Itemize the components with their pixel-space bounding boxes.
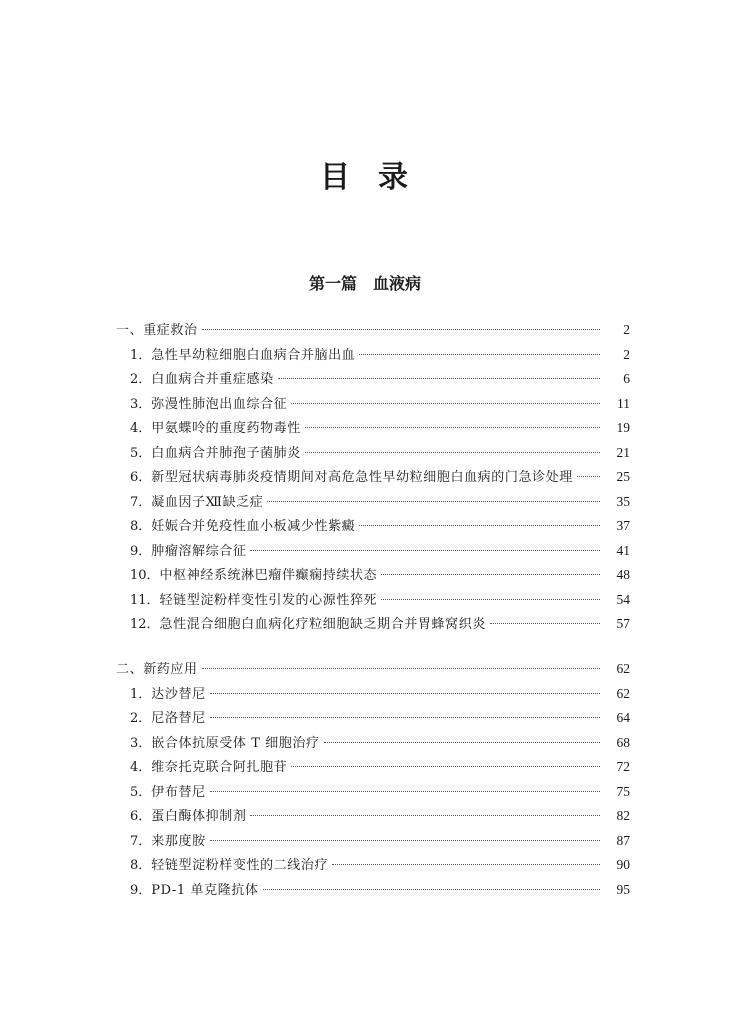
toc-page-number: 64 (616, 710, 630, 725)
toc-entry-label: 急性混合细胞白血病化疗粒细胞缺乏期合并胃蜂窝织炎 (159, 617, 486, 632)
dot-leader (490, 623, 600, 624)
toc-entry[interactable] (0, 829, 730, 854)
dot-leader (305, 452, 600, 453)
toc-page-number: 68 (616, 734, 630, 750)
toc-page-number: 25 (616, 469, 630, 484)
toc-entry-number: 5． (130, 445, 152, 461)
toc-section-heading[interactable] (0, 657, 730, 682)
dot-leader (332, 864, 600, 865)
page-title-right: 录 (378, 160, 410, 195)
toc-entry-label: 白血病合并重症感染 (151, 372, 274, 387)
toc-page-number: 62 (616, 661, 630, 676)
part-name: 血液病 (373, 274, 422, 293)
toc-entry-label: 新型冠状病毒肺炎疫情期间对高危急性早幼粒细胞白血病的门急诊处理 (151, 470, 573, 485)
dot-leader (305, 427, 600, 428)
dot-leader (210, 693, 600, 694)
toc-entry[interactable] (0, 465, 730, 490)
toc-heading-label: 一、重症救治 (116, 323, 198, 338)
toc-page-number: 37 (616, 518, 630, 533)
dot-leader (267, 501, 600, 502)
toc-entry-number: 11． (130, 592, 160, 608)
toc-entry-number: 7． (130, 494, 152, 510)
toc-item-list (0, 343, 730, 637)
dot-leader (381, 599, 600, 600)
dot-leader (210, 717, 600, 718)
toc-entry-label: 白血病合并肺孢子菌肺炎 (151, 445, 301, 461)
toc-page-number: 57 (616, 616, 630, 631)
dot-leader (359, 525, 600, 526)
toc-entry-number: 4． (130, 760, 152, 775)
toc-entry-number: 2． (130, 372, 152, 387)
toc-page-number: 54 (616, 591, 630, 607)
toc-entry[interactable] (0, 416, 730, 441)
toc-entry-label: 来那度胺 (151, 833, 206, 849)
toc-page-number: 11 (617, 395, 630, 411)
toc-entry-number: 12． (130, 617, 160, 632)
toc-page-number: 62 (616, 685, 630, 701)
page-title-left: 目 (320, 160, 352, 195)
toc-entry-label: 尼洛替尼 (151, 711, 206, 726)
toc-entry-label: 轻链型淀粉样变性引发的心源性猝死 (159, 592, 378, 608)
toc-entry[interactable] (0, 780, 730, 805)
toc-entry[interactable] (0, 367, 730, 392)
toc-entry-label: 轻链型淀粉样变性的二线治疗 (151, 858, 329, 873)
toc-entry[interactable] (0, 706, 730, 731)
page-title (0, 152, 730, 196)
dot-leader (291, 403, 600, 404)
toc-section-1 (0, 318, 730, 637)
toc-entry-number: 9． (130, 543, 152, 559)
dot-leader (202, 329, 600, 330)
toc-entry-label: 肿瘤溶解综合征 (151, 543, 247, 559)
toc-entry-number: 5． (130, 784, 152, 800)
toc-entry-label: 达沙替尼 (151, 686, 206, 702)
dot-leader (324, 742, 600, 743)
toc-entry[interactable] (0, 539, 730, 564)
toc-section-heading[interactable] (0, 318, 730, 343)
toc-entry[interactable] (0, 343, 730, 368)
toc-entry-label: 凝血因子Ⅻ缺乏症 (151, 494, 264, 510)
toc-page-number: 41 (616, 542, 630, 558)
toc-entry-label: 甲氨蝶呤的重度药物毒性 (151, 421, 301, 436)
toc-page-number: 6 (623, 371, 630, 386)
toc-page-number: 82 (616, 808, 630, 823)
toc-entry[interactable] (0, 804, 730, 829)
toc-entry[interactable] (0, 588, 730, 613)
toc-entry-number: 1． (130, 686, 152, 702)
dot-leader (291, 766, 600, 767)
toc-entry[interactable] (0, 563, 730, 588)
toc-entry[interactable] (0, 682, 730, 707)
dot-leader (250, 550, 600, 551)
toc-entry-label: 蛋白酶体抑制剂 (151, 809, 247, 824)
toc-entry[interactable] (0, 490, 730, 515)
toc-entry-number: 3． (130, 396, 152, 412)
dot-leader (202, 668, 600, 669)
toc-page-number: 72 (616, 759, 630, 774)
toc-entry-label: 妊娠合并免疫性血小板减少性紫癜 (151, 519, 356, 534)
toc-entry-label: PD-1 单克隆抗体 (151, 882, 259, 898)
toc-page-number: 2 (623, 346, 630, 362)
toc-page-number: 48 (616, 567, 630, 582)
toc-entry[interactable] (0, 755, 730, 780)
toc-entry-number: 9． (130, 882, 152, 898)
toc-page-number: 90 (616, 857, 630, 872)
dot-leader (210, 791, 600, 792)
toc-heading-label: 二、新药应用 (116, 662, 198, 677)
toc-section-2 (0, 657, 730, 902)
toc-entry[interactable] (0, 392, 730, 417)
toc-entry-label: 嵌合体抗原受体 T 细胞治疗 (151, 735, 320, 751)
toc-entry[interactable] (0, 853, 730, 878)
toc-entry-number: 4． (130, 421, 152, 436)
dot-leader (278, 378, 600, 379)
toc-entry-label: 弥漫性肺泡出血综合征 (151, 396, 288, 412)
dot-leader (577, 476, 600, 477)
toc-entry-number: 3． (130, 735, 152, 751)
toc-page-number: 2 (623, 322, 630, 337)
toc-entry[interactable] (0, 441, 730, 466)
dot-leader (250, 815, 600, 816)
toc-entry-number: 1． (130, 347, 152, 363)
toc-page-number: 95 (616, 881, 630, 897)
toc-entry-number: 8． (130, 858, 152, 873)
toc-page-number: 87 (616, 832, 630, 848)
toc-entry-label: 中枢神经系统淋巴瘤伴癫痫持续状态 (159, 568, 378, 583)
toc-item-list (0, 682, 730, 903)
dot-leader (210, 840, 600, 841)
toc-page-number: 75 (616, 783, 630, 799)
part-title (0, 271, 730, 294)
toc-entry[interactable] (0, 514, 730, 539)
toc-entry-number: 6． (130, 470, 152, 485)
toc-entry[interactable] (0, 731, 730, 756)
toc-entry-number: 10． (130, 568, 160, 583)
toc-entry[interactable] (0, 878, 730, 903)
part-number: 第一篇 (308, 274, 357, 293)
toc-entry-label: 维奈托克联合阿扎胞苷 (151, 760, 288, 775)
dot-leader (381, 574, 600, 575)
toc-entry-label: 急性早幼粒细胞白血病合并脑出血 (151, 347, 356, 363)
dot-leader (359, 354, 600, 355)
toc-page-number: 21 (616, 444, 630, 460)
toc-entry-number: 6． (130, 809, 152, 824)
toc-page-number: 35 (616, 493, 630, 509)
toc-entry-number: 2． (130, 711, 152, 726)
toc-entry-number: 8． (130, 519, 152, 534)
dot-leader (263, 889, 601, 890)
toc-page-number: 19 (616, 420, 630, 435)
toc-entry-number: 7． (130, 833, 152, 849)
toc-entry[interactable] (0, 612, 730, 637)
toc-entry-label: 伊布替尼 (151, 784, 206, 800)
